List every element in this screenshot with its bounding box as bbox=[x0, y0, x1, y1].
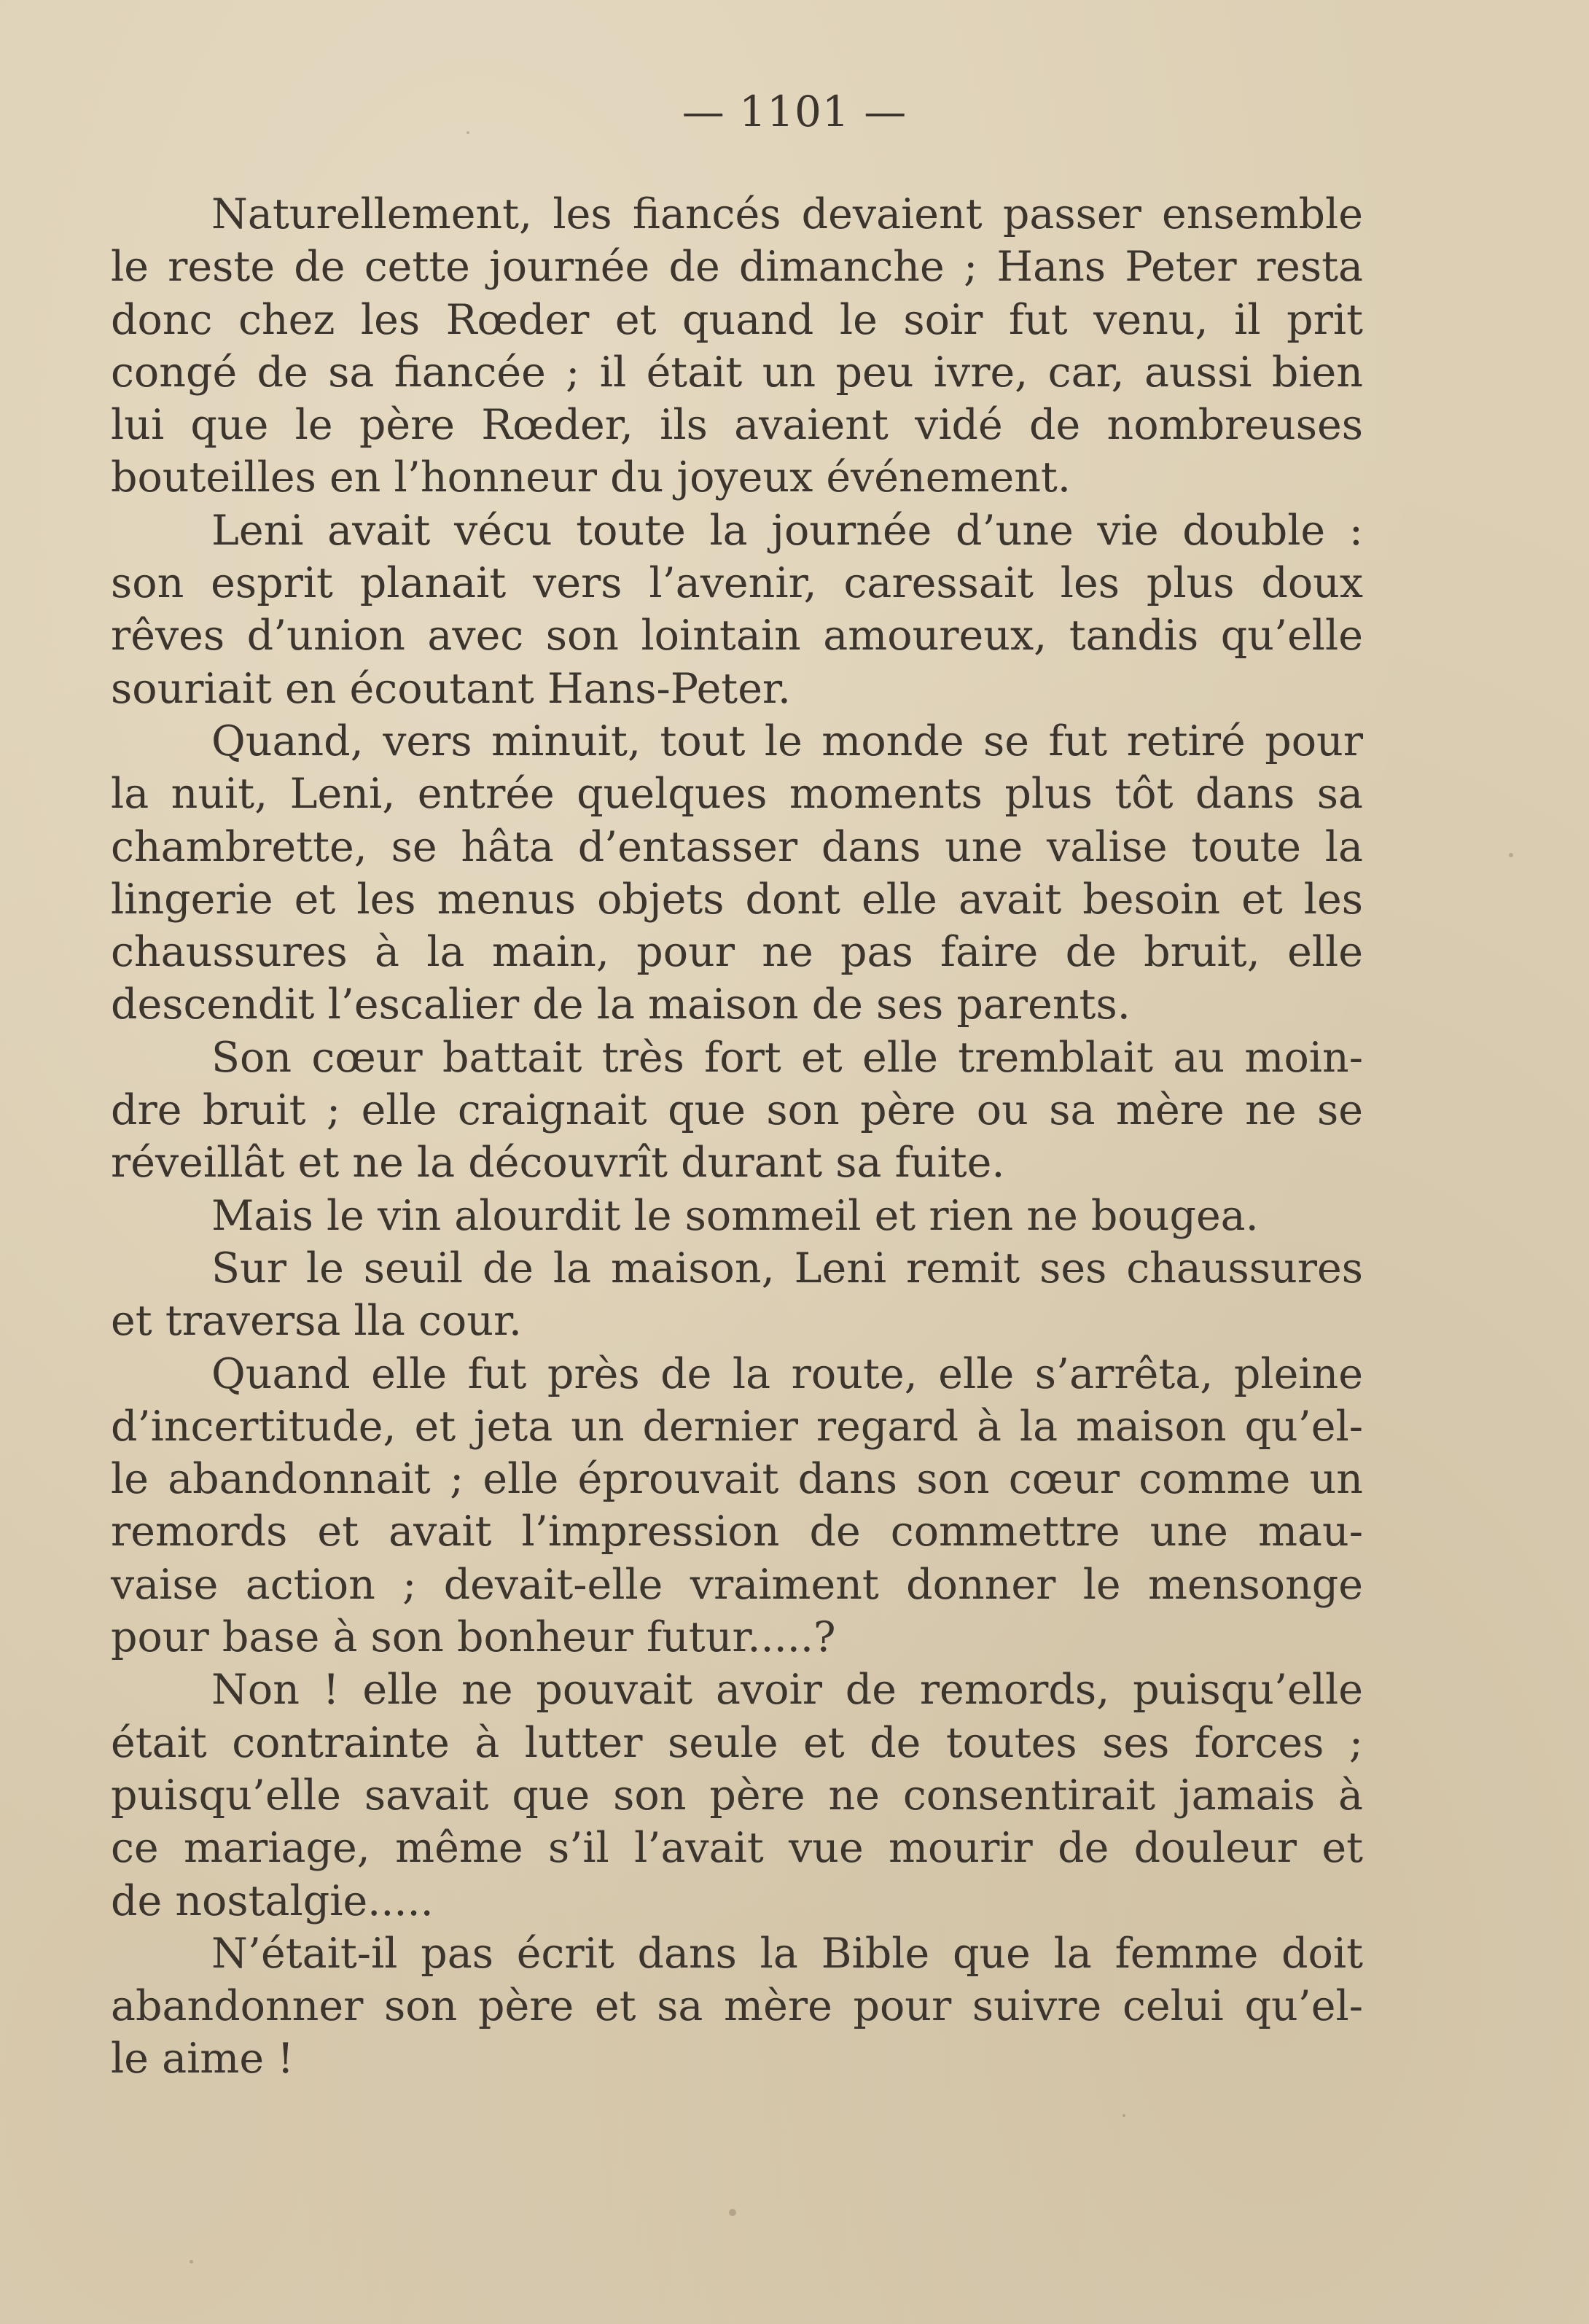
text-line: son esprit planait vers l’avenir, caressait les plus doux bbox=[111, 559, 1363, 608]
text-line: lingerie et les menus objets dont elle avait besoin et les bbox=[111, 875, 1363, 924]
text-line: lui que le père Rœder, ils avaient vidé de nombreuses bbox=[111, 401, 1363, 450]
text-line: Quand elle fut près de la route, elle s’arrêta, pleine bbox=[211, 1349, 1363, 1398]
paper-speck bbox=[1509, 853, 1513, 857]
paper-speck bbox=[1123, 2114, 1125, 2117]
text-line: puisqu’elle savait que son père ne consentirait jamais à bbox=[111, 1771, 1363, 1820]
text-line: rêves d’union avec son lointain amoureux, tandis qu’elle bbox=[111, 612, 1363, 660]
text-line: congé de sa fiancée ; il était un peu ivre, car, aussi bien bbox=[111, 348, 1363, 397]
text-line: pour base à son bonheur futur.....? bbox=[111, 1613, 836, 1662]
text-line: chambrette, se hâta d’entasser dans une valise toute la bbox=[111, 822, 1363, 871]
text-line: Quand, vers minuit, tout le monde se fut retiré pour bbox=[211, 717, 1363, 765]
text-line: descendit l’escalier de la maison de ses parents. bbox=[111, 980, 1131, 1029]
text-line: chaussures à la main, pour ne pas faire de bruit, elle bbox=[111, 928, 1363, 977]
text-line: le aime ! bbox=[111, 2035, 294, 2083]
text-line: N’était-il pas écrit dans la Bible que la femme doit bbox=[211, 1929, 1363, 1978]
paper-speck bbox=[466, 131, 469, 134]
paper-speck bbox=[729, 2209, 736, 2216]
text-line: vaise action ; devait-elle vraiment donner le mensonge bbox=[111, 1560, 1363, 1609]
text-line: bouteilles en l’honneur du joyeux événement. bbox=[111, 453, 1071, 502]
text-line: le abandonnait ; elle éprouvait dans son cœur comme un bbox=[111, 1455, 1363, 1504]
text-line: Leni avait vécu toute la journée d’une vie double : bbox=[211, 506, 1363, 555]
paper-speck bbox=[190, 2260, 193, 2263]
text-line: Mais le vin alourdit le sommeil et rien ne bougea. bbox=[211, 1191, 1259, 1240]
text-line: souriait en écoutant Hans-Peter. bbox=[111, 664, 792, 713]
text-line: la nuit, Leni, entrée quelques moments plus tôt dans sa bbox=[111, 770, 1363, 819]
text-line: et traversa lla cour. bbox=[111, 1297, 523, 1346]
text-line: était contrainte à lutter seule et de toutes ses forces ; bbox=[111, 1718, 1363, 1767]
text-line: de nostalgie..... bbox=[111, 1876, 434, 1925]
text-line: remords et avait l’impression de commettre une mau- bbox=[111, 1508, 1363, 1556]
text-line: ce mariage, même s’il l’avait vue mourir de douleur et bbox=[111, 1824, 1363, 1873]
body-text bbox=[111, 188, 1363, 2086]
text-line: dre bruit ; elle craignait que son père ou sa mère ne se bbox=[111, 1086, 1363, 1135]
text-line: Sur le seuil de la maison, Leni remit ses chaussures bbox=[211, 1244, 1363, 1292]
text-line: Non ! elle ne pouvait avoir de remords, puisqu’elle bbox=[211, 1666, 1363, 1715]
text-line: donc chez les Rœder et quand le soir fut venu, il prit bbox=[111, 295, 1363, 344]
text-line: réveillât et ne la découvrît durant sa fuite. bbox=[111, 1139, 1005, 1188]
text-line: d’incertitude, et jeta un dernier regard à la maison qu’el- bbox=[111, 1402, 1363, 1451]
text-line: le reste de cette journée de dimanche ; Hans Peter resta bbox=[111, 243, 1363, 292]
page-number: — 1101 — bbox=[682, 87, 907, 136]
text-line: abandonner son père et sa mère pour suivre celui qu’el- bbox=[111, 1982, 1363, 2031]
text-line: Naturellement, les fiancés devaient passer ensemble bbox=[211, 190, 1363, 238]
text-line: Son cœur battait très fort et elle tremblait au moin- bbox=[211, 1033, 1363, 1082]
